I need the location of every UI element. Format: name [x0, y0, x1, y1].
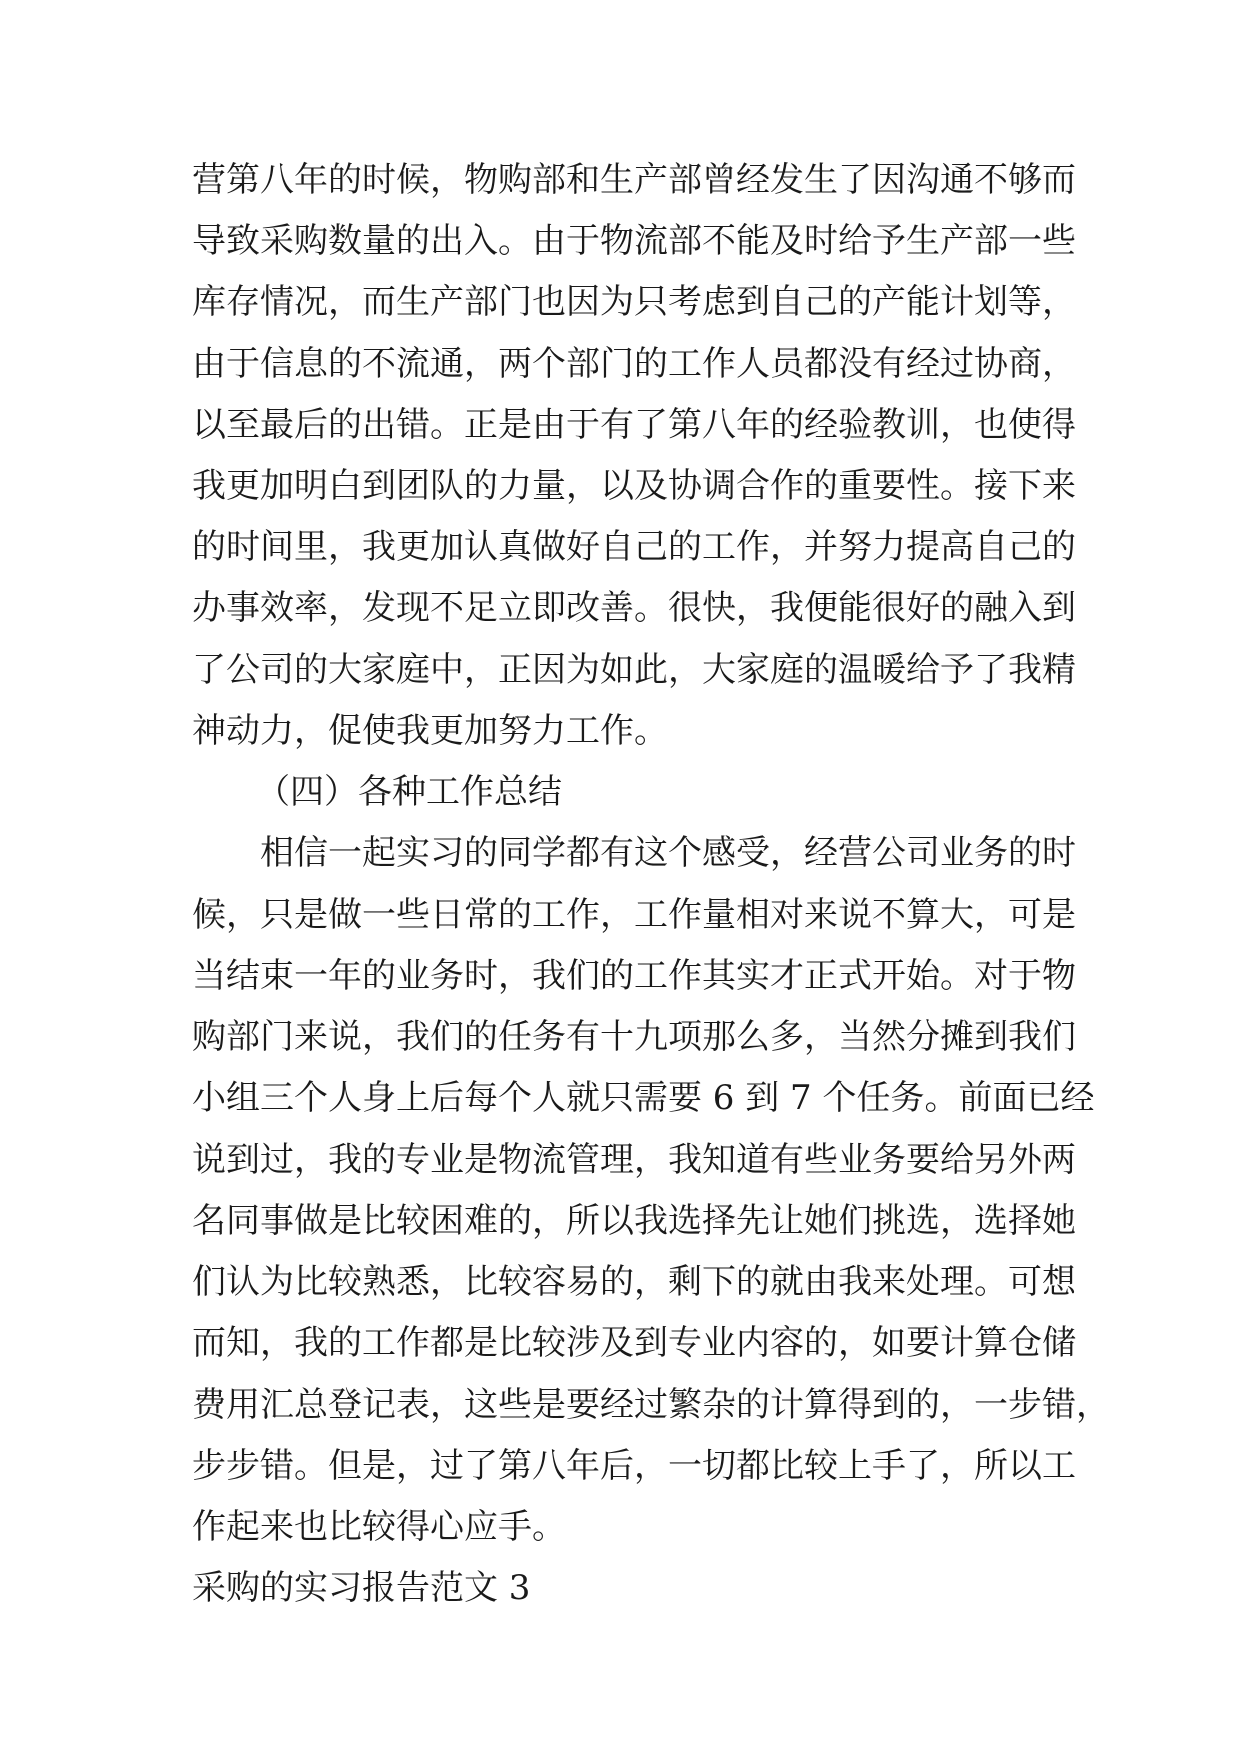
text-line: 作起来也比较得心应手。 [192, 1507, 566, 1547]
paragraph-first-line: 相信一起实习的同学都有这个感受，经营公司业务的时 [260, 833, 1076, 873]
text-line: 说到过，我的专业是物流管理，我知道有些业务要给另外两 [192, 1140, 1076, 1180]
text-line: 费用汇总登记表，这些是要经过繁杂的计算得到的，一步错， [192, 1385, 1110, 1425]
text-line: 我更加明白到团队的力量，以及协调合作的重要性。接下来 [192, 466, 1076, 506]
text-line: 办事效率，发现不足立即改善。很快，我便能很好的融入到 [192, 588, 1076, 628]
text-line: 了公司的大家庭中，正因为如此，大家庭的温暖给予了我精 [192, 650, 1076, 690]
text-line: 而知，我的工作都是比较涉及到专业内容的，如要计算仓储 [192, 1323, 1076, 1363]
text-line: 当结束一年的业务时，我们的工作其实才正式开始。对于物 [192, 956, 1076, 996]
text-line: 神动力，促使我更加努力工作。 [192, 711, 668, 751]
text-line: 的时间里，我更加认真做好自己的工作，并努力提高自己的 [192, 527, 1076, 567]
text-line: 们认为比较熟悉，比较容易的，剩下的就由我来处理。可想 [192, 1262, 1076, 1302]
text-line: 库存情况，而生产部门也因为只考虑到自己的产能计划等， [192, 282, 1076, 322]
text-line: 步步错。但是，过了第八年后，一切都比较上手了，所以工 [192, 1446, 1076, 1486]
text-line: 名同事做是比较困难的，所以我选择先让她们挑选，选择她 [192, 1201, 1076, 1241]
section-heading: （四）各种工作总结 [256, 772, 562, 812]
text-line: 营第八年的时候，物购部和生产部曾经发生了因沟通不够而 [192, 160, 1076, 200]
text-line: 候，只是做一些日常的工作，工作量相对来说不算大，可是 [192, 895, 1076, 935]
text-line: 购部门来说，我们的任务有十九项那么多，当然分摊到我们 [192, 1017, 1076, 1057]
text-line: 导致采购数量的出入。由于物流部不能及时给予生产部一些 [192, 221, 1076, 261]
next-section-title: 采购的实习报告范文 3 [192, 1568, 531, 1608]
text-line: 小组三个人身上后每个人就只需要 6 到 7 个任务。前面已经 [192, 1078, 1095, 1118]
text-line: 以至最后的出错。正是由于有了第八年的经验教训，也使得 [192, 405, 1076, 445]
text-line: 由于信息的不流通，两个部门的工作人员都没有经过协商， [192, 344, 1076, 384]
